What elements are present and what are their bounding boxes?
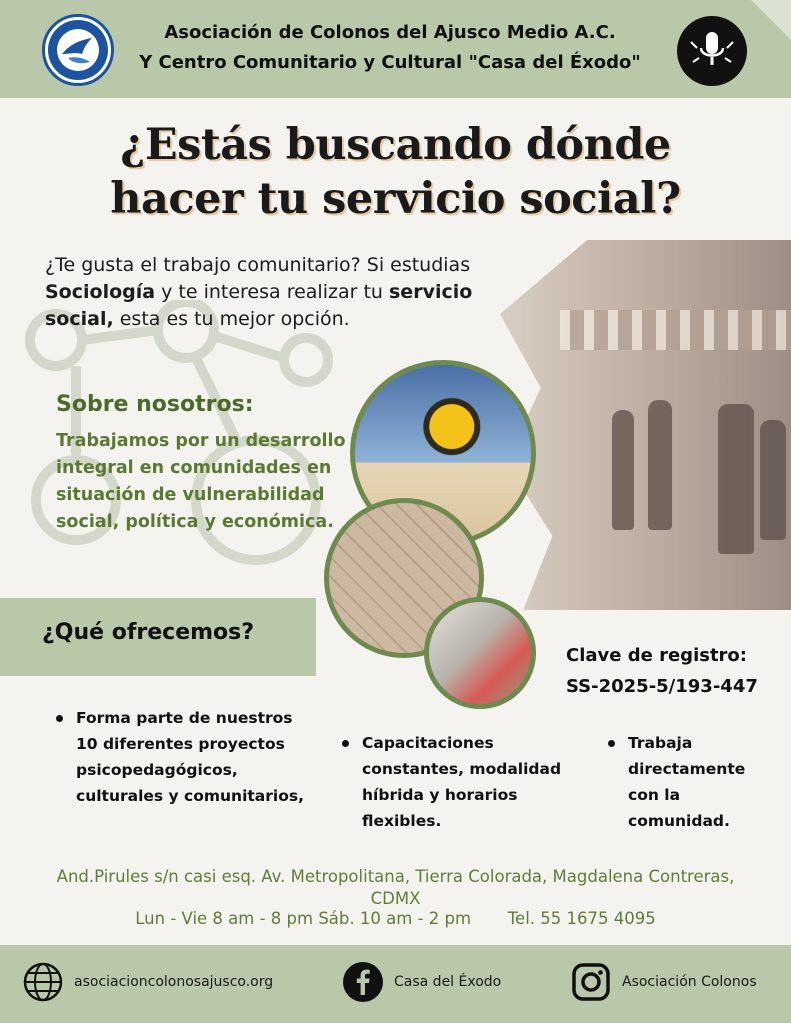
main-title-line1: ¿Estás buscando dónde: [120, 120, 671, 170]
registration-key: [566, 640, 786, 702]
about-description: Trabajamos por un desarrollo integral en comunidades en situación de vulnerabilidad social, política y económica.: [56, 431, 346, 532]
website-link[interactable]: [22, 960, 273, 1004]
association-logo: [42, 14, 114, 86]
facebook-link[interactable]: [342, 960, 501, 1004]
instagram-link[interactable]: [570, 960, 757, 1004]
offer-item-text: Capacitaciones constantes, modalidad híbrida y horarios flexibles.: [362, 734, 562, 830]
organization-title-line2: Y Centro Comunitario y Cultural "Casa del Éxodo": [139, 52, 641, 73]
intro-paragraph: [45, 252, 545, 333]
about-heading: Sobre nosotros:: [56, 392, 254, 417]
website-label: asociacioncolonosajusco.org: [74, 974, 274, 990]
intro-highlight: servicio social,: [45, 281, 473, 330]
microphone-icon: [679, 18, 745, 84]
intro-highlight: Sociología: [45, 281, 156, 303]
main-title-line2: hacer tu servicio social?: [110, 174, 681, 224]
walking-person: [612, 410, 634, 530]
radio-logo: [677, 16, 747, 86]
schedule-line: [60, 909, 731, 928]
bullet-icon: [56, 715, 63, 722]
main-title: [40, 118, 751, 226]
registration-code: SS-2025-5/193-447: [566, 676, 758, 697]
instagram-icon: [570, 961, 612, 1003]
walking-person: [718, 404, 754, 554]
offer-item: [628, 730, 768, 834]
intro-text: esta es tu mejor opción.: [113, 308, 350, 330]
instagram-label: Asociación Colonos: [622, 974, 757, 990]
offer-item: [76, 705, 316, 809]
registration-label: Clave de registro:: [566, 645, 747, 666]
offer-item-text: Trabaja directamente con la comunidad.: [628, 734, 746, 830]
phone-number: Tel. 55 1675 4095: [507, 909, 656, 928]
paper-map-photo: [424, 597, 536, 709]
facebook-icon: [342, 961, 384, 1003]
globe-icon: [22, 961, 64, 1003]
walking-person: [648, 400, 672, 530]
walking-person: [760, 420, 786, 540]
offer-heading: ¿Qué ofrecemos?: [42, 620, 255, 645]
organization-title-line1: Asociación de Colonos del Ajusco Medio A.C.: [164, 22, 616, 43]
opening-hours: Lun - Vie 8 am - 8 pm Sáb. 10 am - 2 pm: [135, 909, 472, 928]
organization-title: [120, 18, 660, 78]
ceiling-lights: [560, 310, 791, 350]
bullet-icon: [608, 740, 615, 747]
offer-item: [362, 730, 562, 834]
address: And.Pirules s/n casi esq. Av. Metropolitana, Tierra Colorada, Magdalena Contreras, CDMX: [56, 867, 735, 908]
bullet-icon: [342, 740, 349, 747]
intro-text: ¿Te gusta el trabajo comunitario? Si estudias: [45, 254, 471, 276]
dove-icon: [46, 18, 110, 82]
facebook-label: Casa del Éxodo: [394, 974, 502, 990]
offer-item-text: Forma parte de nuestros 10 diferentes proyectos psicopedagógicos, culturales y comunitarios,: [76, 709, 304, 805]
intro-text: y te interesa realizar tu: [155, 281, 389, 303]
